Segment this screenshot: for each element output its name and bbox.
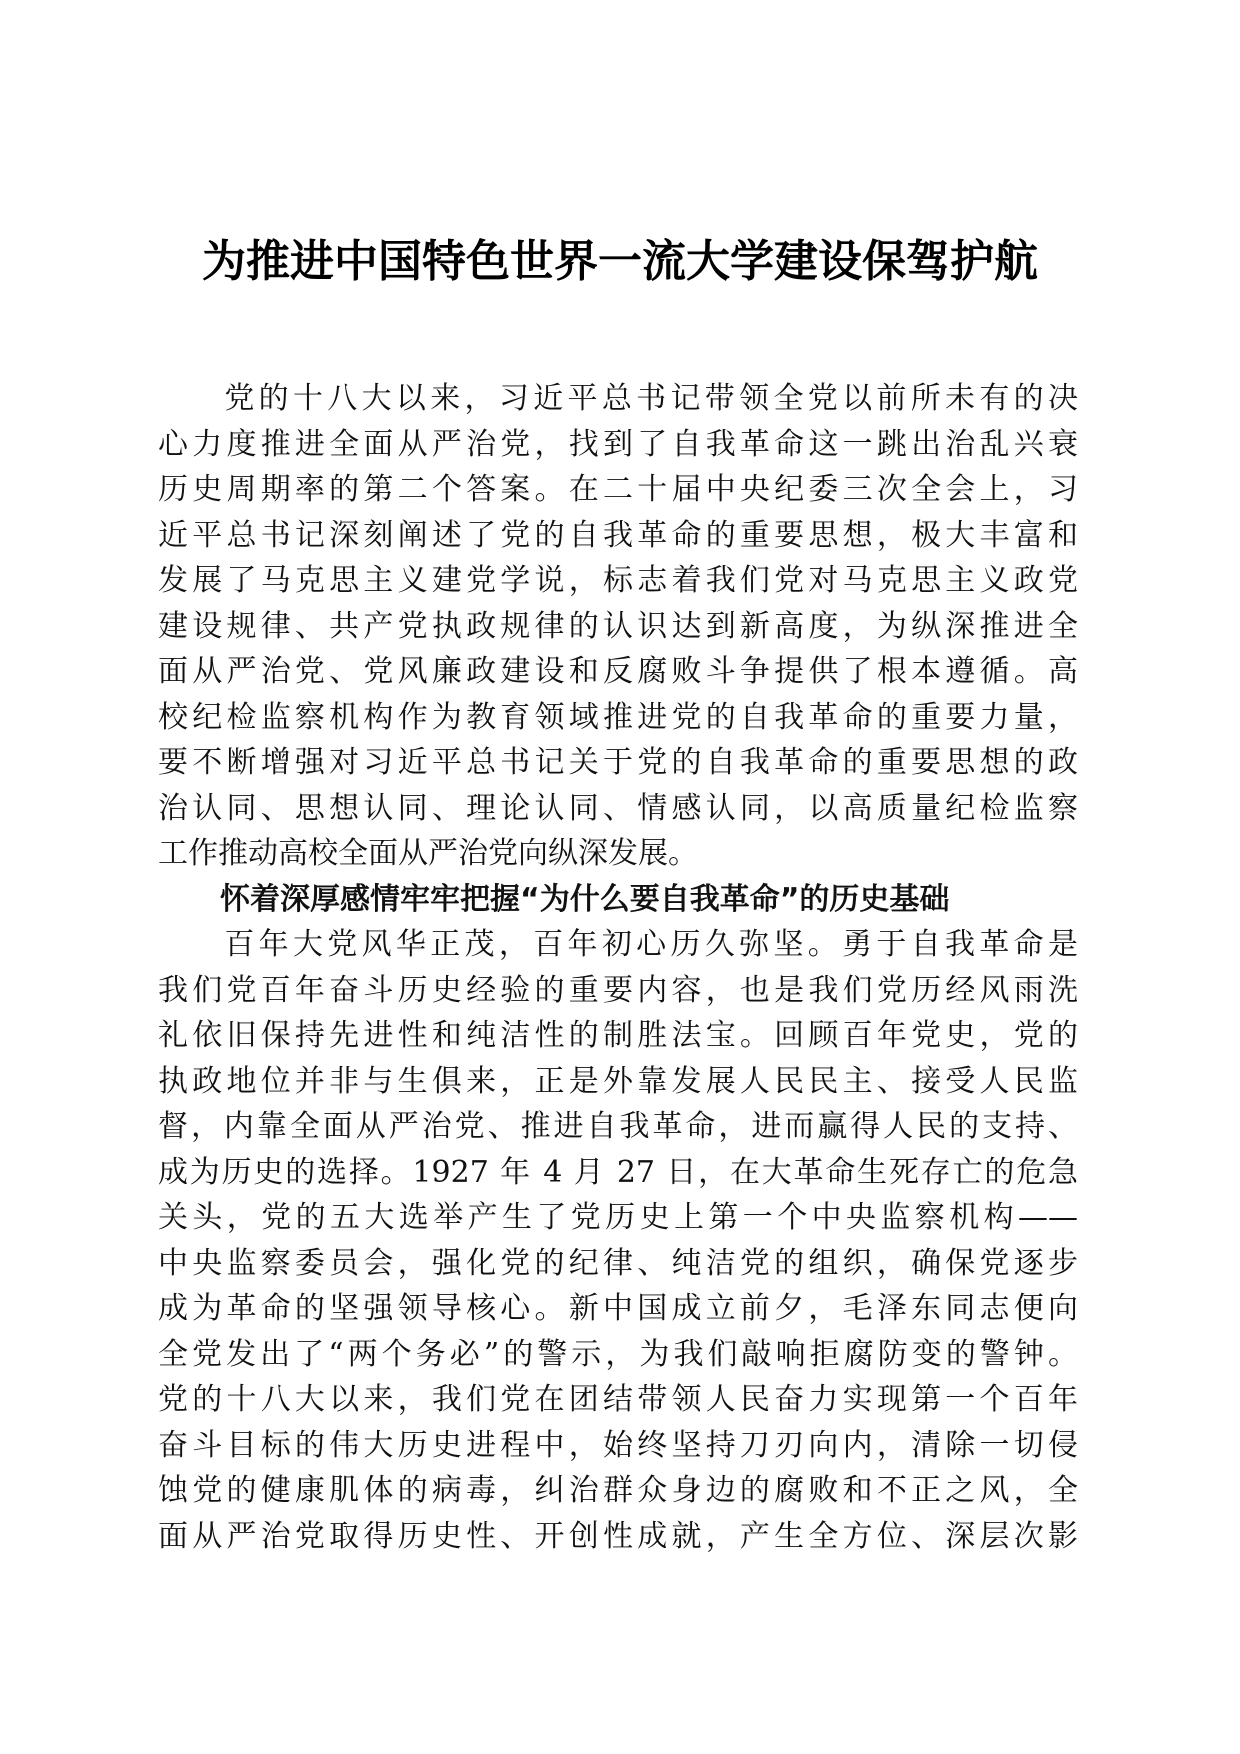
text-line: 奋斗目标的伟大历史进程中，始终坚持刀刃向内，清除一切侵 <box>158 1427 1078 1463</box>
text-line: 工作推动高校全面从严治党向纵深发展。 <box>158 836 698 871</box>
text-line: 要不断增强对习近平总书记关于党的自我革命的重要思想的政 <box>158 745 1078 780</box>
text-line: 全党发出了“两个务必”的警示，为我们敲响拒腐防变的警钟。 <box>158 1336 1078 1372</box>
paragraph-intro <box>158 376 1078 877</box>
text-line: 近平总书记深刻阐述了党的自我革命的重要思想，极大丰富和 <box>158 517 1078 553</box>
text-line: 成为历史的选择。1927 年 4 月 27 日，在大革命生死存亡的危急 <box>158 1154 1078 1190</box>
paragraph-history <box>158 922 1078 1559</box>
text-line: 校纪检监察机构作为教育领域推进党的自我革命的重要力量， <box>158 699 1078 735</box>
text-line: 心力度推进全面从严治党，找到了自我革命这一跳出治乱兴衰 <box>158 426 1078 462</box>
text-line: 面从严治党、党风廉政建设和反腐败斗争提供了根本遵循。高 <box>158 654 1078 689</box>
text-line: 党的十八大以来，我们党在团结带领人民奋力实现第一个百年 <box>158 1382 1078 1417</box>
text-line: 发展了马克思主义建党学说，标志着我们党对马克思主义政党 <box>158 563 1078 598</box>
text-line: 我们党百年奋斗历史经验的重要内容，也是我们党历经风雨洗 <box>158 972 1078 1008</box>
text-line: 历史周期率的第二个答案。在二十届中央纪委三次全会上，习 <box>158 472 1078 507</box>
text-line: 督，内靠全面从严治党、推进自我革命，进而赢得人民的支持、 <box>158 1109 1078 1144</box>
text-line: 关头，党的五大选举产生了党历史上第一个中央监察机构—— <box>158 1200 1078 1235</box>
article-body <box>158 376 1078 1559</box>
text-line: 建设规律、共产党执政规律的认识达到新高度，为纵深推进全 <box>158 608 1078 644</box>
section-heading: 怀着深厚感情牢牢把握“为什么要自我革命”的历史基础 <box>220 881 950 917</box>
text-line: 中央监察委员会，强化党的纪律、纯洁党的组织，确保党逐步 <box>158 1245 1078 1281</box>
document-title: 为推进中国特色世界一流大学建设保驾护航 <box>202 236 1038 287</box>
text-line: 百年大党风华正茂，百年初心历久弥坚。勇于自我革命是 <box>220 927 1078 962</box>
text-line: 治认同、思想认同、理论认同、情感认同，以高质量纪检监察 <box>158 790 1078 826</box>
text-line: 面从严治党取得历史性、开创性成就，产生全方位、深层次影 <box>158 1518 1078 1554</box>
text-line: 礼依旧保持先进性和纯洁性的制胜法宝。回顾百年党史，党的 <box>158 1018 1078 1053</box>
text-line: 成为革命的坚强领导核心。新中国成立前夕，毛泽东同志便向 <box>158 1291 1078 1326</box>
text-line: 党的十八大以来，习近平总书记带领全党以前所未有的决 <box>220 381 1078 416</box>
text-line: 蚀党的健康肌体的病毒，纠治群众身边的腐败和不正之风，全 <box>158 1473 1078 1508</box>
text-line: 执政地位并非与生俱来，正是外靠发展人民民主、接受人民监 <box>158 1063 1078 1099</box>
